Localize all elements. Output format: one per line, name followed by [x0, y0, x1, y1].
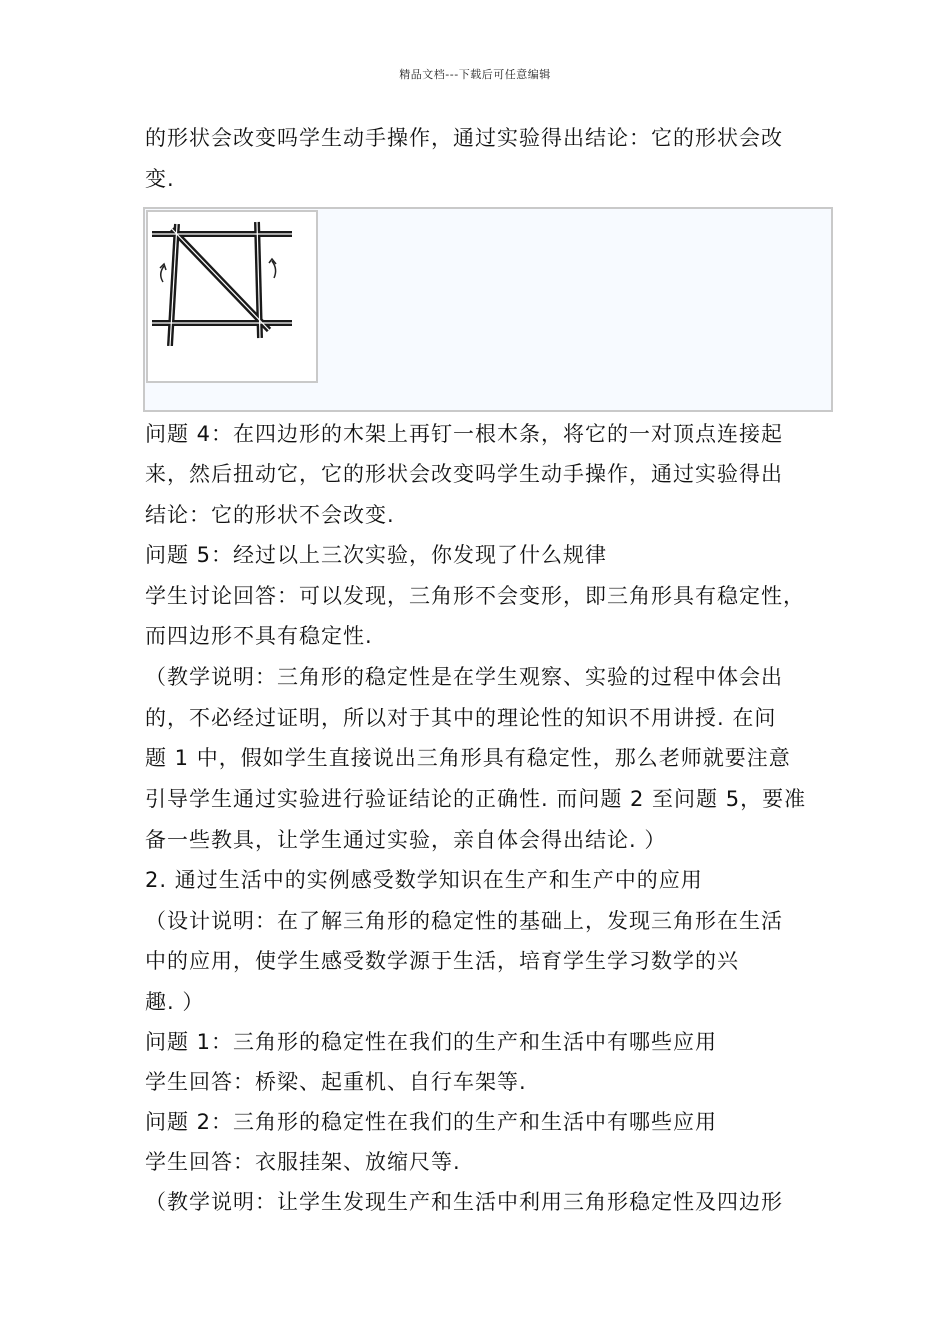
text-line: 备一些教具，让学生通过实验，亲自体会得出结论. ） [145, 828, 667, 852]
text-line: 的形状会改变吗学生动手操作，通过实验得出结论：它的形状会改 [145, 126, 783, 150]
text-line: 结论：它的形状不会改变. [145, 503, 395, 527]
page-header: 精品文档---下载后可任意编辑 [399, 68, 551, 81]
text-line: 学生回答：衣服挂架、放缩尺等. [145, 1150, 461, 1174]
text-line: 问题 4：在四边形的木架上再钉一根木条，将它的一对顶点连接起 [145, 422, 784, 446]
figure-image-box [146, 210, 318, 383]
text-line: 问题 2：三角形的稳定性在我们的生产和生活中有哪些应用 [145, 1110, 718, 1134]
wooden-frame-diagram-icon [150, 214, 295, 346]
figure-frame [143, 207, 833, 412]
text-line: 变. [145, 167, 175, 191]
text-line: 题 1 中，假如学生直接说出三角形具有稳定性，那么老师就要注意 [145, 746, 791, 770]
text-line: 而四边形不具有稳定性. [145, 624, 373, 648]
text-line: 的，不必经过证明，所以对于其中的理论性的知识不用讲授. 在问 [145, 706, 777, 730]
text-line: 2. 通过生活中的实例感受数学知识在生产和生产中的应用 [145, 868, 703, 892]
text-line: 学生讨论回答：可以发现，三角形不会变形，即三角形具有稳定性， [145, 584, 805, 608]
text-line: 中的应用，使学生感受数学源于生活，培育学生学习数学的兴 [145, 949, 739, 973]
text-line: 问题 5：经过以上三次实验，你发现了什么规律 [145, 543, 608, 567]
text-line: （教学说明：让学生发现生产和生活中利用三角形稳定性及四边形 [145, 1190, 783, 1214]
text-line: 问题 1：三角形的稳定性在我们的生产和生活中有哪些应用 [145, 1030, 718, 1054]
text-line: 引导学生通过实验进行验证结论的正确性. 而问题 2 至问题 5，要准 [145, 787, 807, 811]
text-line: 学生回答：桥梁、起重机、自行车架等. [145, 1070, 527, 1094]
text-line: 来，然后扭动它，它的形状会改变吗学生动手操作，通过实验得出 [145, 462, 783, 486]
text-line: （教学说明：三角形的稳定性是在学生观察、实验的过程中体会出 [145, 665, 783, 689]
text-line: 趣. ） [145, 990, 205, 1014]
text-line: （设计说明：在了解三角形的稳定性的基础上，发现三角形在生活 [145, 909, 783, 933]
